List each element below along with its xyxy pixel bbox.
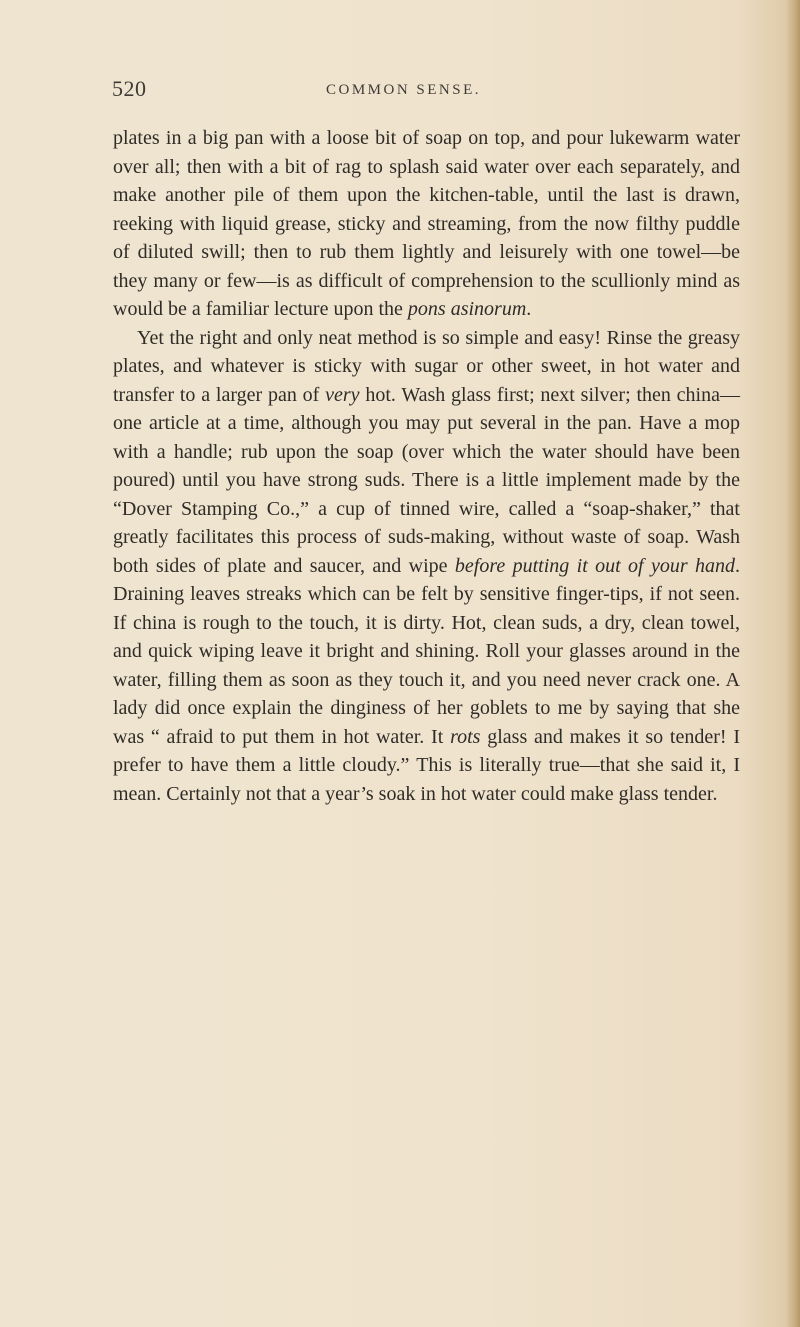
page-edge-shadow	[786, 0, 800, 1327]
paragraph-1-text-a: plates in a big pan with a loose bit of soap on top, and pour lukewarm water over all; then with a bit of rag to splash said water over each separately, and make another pile of them upon the kitchen-table, until the last is drawn, reeking with liquid grease, sticky and streaming, from the now filthy puddle of diluted swill; then to rub them lightly and leisurely with one towel—be they many or few—is as difficult of comprehension to the scullionly mind as would be a familiar lecture upon the	[113, 127, 740, 320]
paragraph-2-italic-rots: rots	[450, 725, 481, 748]
paragraph-2	[113, 324, 740, 809]
paragraph-2-text-b: hot. Wash glass first; next silver; then china—one article at a time, although you may put several in the pan. Have a mop with a handle; rub upon the soap (over which the water should have been poured) until you have strong suds. There is a little implement made by the “Dover Stamping Co.,” a cup of tinned wire, called a “soap-shaker,” that greatly facilitates this process of suds-making, without waste of soap. Wash both sides of plate and saucer, and wipe	[113, 383, 740, 577]
paragraph-2-text-c: . Draining leaves streaks which can be felt by sensitive finger-tips, if not seen. If china is rough to the touch, it is dirty. Hot, clean suds, a dry, clean towel, and quick wiping leave it bright and shining. Roll your glasses around in the water, filling them as soon as they touch it, and you need never crack one. A lady did once explain the dinginess of her goblets to me by saying that she was “ afraid to put them in hot water. It	[113, 554, 740, 748]
paragraph-2-text-d: glass and makes it so tender! I prefer to have them a little cloudy.” This is literally true—that she said it, I mean. Certainly not that a year’s soak in hot water could make glass tender.	[113, 725, 740, 805]
paragraph-1-text-b: .	[526, 298, 532, 320]
paragraph-2-text-a: Yet the right and only neat method is so simple and easy! Rinse the greasy plates, and whatever is sticky with sugar or other sweet, in hot water and transfer to a larger pan of	[113, 326, 740, 406]
page-header	[112, 76, 712, 106]
paragraph-2-italic-before-putting: before putting it out of your hand	[454, 554, 735, 577]
body-text	[113, 124, 740, 808]
paragraph-1-italic-pons-asinorum: pons asinorum	[407, 298, 527, 320]
running-head: COMMON SENSE.	[326, 82, 482, 98]
paragraph-2-italic-very: very	[325, 383, 360, 406]
paragraph-1	[113, 124, 740, 324]
page-number: 520	[112, 76, 147, 101]
